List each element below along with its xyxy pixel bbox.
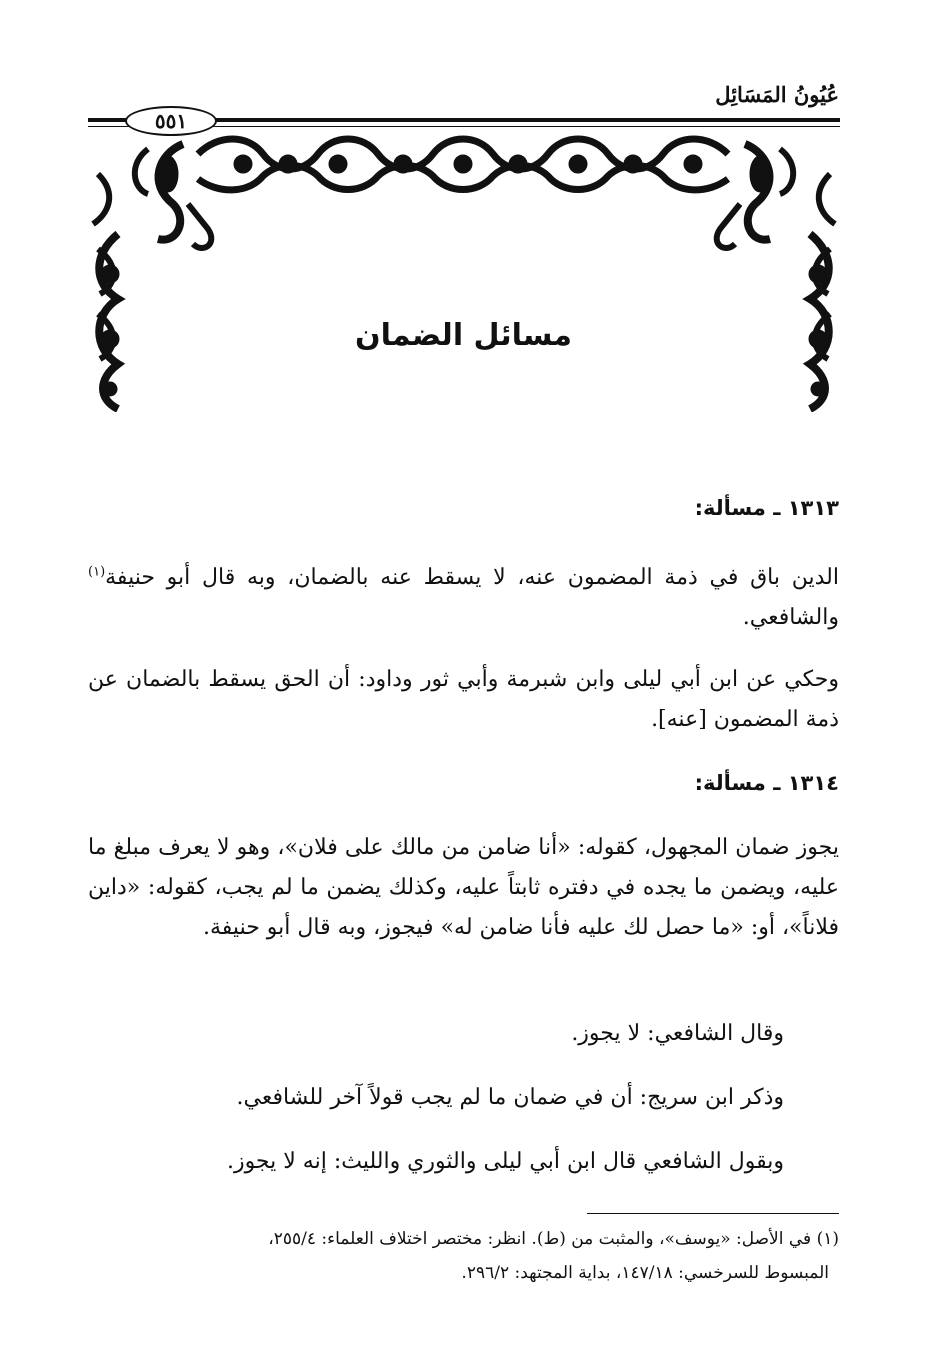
paragraph-text: والشافعي. <box>742 605 839 630</box>
footnotes <box>88 1222 839 1290</box>
issue-1314-paragraph-2 <box>88 1014 839 1054</box>
footnote-line: المبسوط للسرخسي: ١٤٧/١٨، بداية المجتهد: ٢٩٦/٢. <box>461 1263 829 1283</box>
issue-heading: ١٣١٤ ـ مسألة: <box>694 771 839 795</box>
left-corner-ornament <box>93 144 211 248</box>
page-number: ٥٥١ <box>125 106 217 136</box>
footnote-separator <box>587 1213 839 1214</box>
issue-1314-heading-block <box>88 763 839 803</box>
issue-1314-paragraph-3 <box>88 1078 839 1118</box>
issue-1313-paragraph-2 <box>88 660 839 740</box>
top-scroll-band <box>198 139 728 190</box>
right-corner-ornament <box>717 144 835 248</box>
running-header-title: عُيُونُ المَسَائِل <box>715 82 839 107</box>
issue-1313-paragraph-1 <box>88 558 839 638</box>
ornamental-frame <box>88 134 840 412</box>
issue-1314-paragraph-1 <box>88 828 839 948</box>
paragraph-text: وذكر ابن سريج: أن في ضمان ما لم يجب قولاً آخر للشافعي. <box>236 1085 784 1110</box>
issue-1314-paragraph-4 <box>88 1142 839 1182</box>
issue-heading: ١٣١٣ ـ مسألة: <box>694 496 839 520</box>
footnote-line: (١) في الأصل: «يوسف»، والمثبت من (ط). انظر: مختصر اختلاف العلماء: ٢٥٥/٤، <box>268 1229 839 1249</box>
paragraph-text: الدين باق في ذمة المضمون عنه، لا يسقط عنه بالضمان، وبه قال أبو حنيفة <box>105 565 839 590</box>
paragraph-text: وحكي عن ابن أبي ليلى وابن شبرمة وأبي ثور وداود: أن الحق يسقط بالضمان عن ذمة المضمون [عنه]. <box>88 667 839 732</box>
paragraph-text: يجوز ضمان المجهول، كقوله: «أنا ضامن من مالك على فلان»، وهو لا يعرف مبلغ ما عليه، ويضمن ما يجده في دفتره ثابتاً عليه، وكذلك يضمن ما لم يجب، كقوله: «داين فلاناً»، أو: «ما حصل لك عليه فأنا ضامن له» فيجوز، وبه قال أبو حنيفة. <box>88 835 839 940</box>
paragraph-text: وبقول الشافعي قال ابن أبي ليلى والثوري والليث: إنه لا يجوز. <box>226 1149 784 1174</box>
paragraph-text: وقال الشافعي: لا يجوز. <box>571 1021 784 1046</box>
footnote-reference: (١) <box>88 564 106 580</box>
issue-1313-heading-block <box>88 488 839 528</box>
chapter-title: مسائل الضمان <box>355 318 572 353</box>
